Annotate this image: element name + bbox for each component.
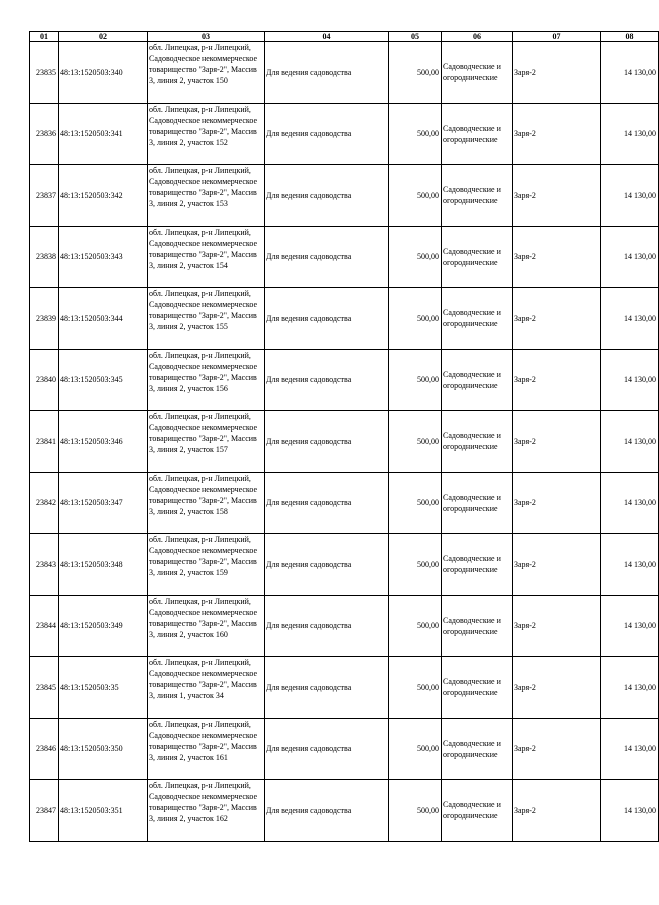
cadastral-value-cell: 14 130,00: [601, 288, 659, 350]
table-row: [30, 718, 659, 780]
table-row: [30, 411, 659, 473]
address-cell: обл. Липецкая, р-н Липецкий, Садоводческое некоммерческое товарищество "Заря-2", Массив 3, линия 2, участок 156: [148, 349, 265, 411]
cadastral-value-cell: 14 130,00: [601, 226, 659, 288]
row-number-cell: 23839: [30, 288, 59, 350]
document-page: [29, 31, 659, 842]
address-cell: обл. Липецкая, р-н Липецкий, Садоводческое некоммерческое товарищество "Заря-2", Массив 3, линия 2, участок 153: [148, 165, 265, 227]
row-number-cell: 23837: [30, 165, 59, 227]
cadastral-number-cell: 48:13:1520503:350: [59, 718, 148, 780]
row-number-cell: 23844: [30, 595, 59, 657]
row-number-cell: 23841: [30, 411, 59, 473]
table-row: [30, 349, 659, 411]
valuation-zone-cell: Заря-2: [513, 472, 601, 534]
cadastral-number-cell: 48:13:1520503:345: [59, 349, 148, 411]
column-header-05: 05: [389, 32, 442, 42]
land-use-cell: Для ведения садоводства: [265, 411, 389, 473]
cadastral-value-table: [29, 31, 659, 842]
column-header-08: 08: [601, 32, 659, 42]
address-cell: обл. Липецкая, р-н Липецкий, Садоводческое некоммерческое товарищество "Заря-2", Массив 3, линия 2, участок 159: [148, 534, 265, 596]
land-use-cell: Для ведения садоводства: [265, 657, 389, 719]
valuation-zone-cell: Заря-2: [513, 780, 601, 842]
cadastral-value-cell: 14 130,00: [601, 718, 659, 780]
area-cell: 500,00: [389, 718, 442, 780]
cadastral-number-cell: 48:13:1520503:346: [59, 411, 148, 473]
area-cell: 500,00: [389, 165, 442, 227]
land-use-cell: Для ведения садоводства: [265, 472, 389, 534]
table-row: [30, 42, 659, 104]
cadastral-number-cell: 48:13:1520503:351: [59, 780, 148, 842]
row-number-cell: 23843: [30, 534, 59, 596]
cadastral-value-cell: 14 130,00: [601, 472, 659, 534]
area-cell: 500,00: [389, 595, 442, 657]
cadastral-value-cell: 14 130,00: [601, 42, 659, 104]
cadastral-value-cell: 14 130,00: [601, 657, 659, 719]
table-row: [30, 165, 659, 227]
land-use-cell: Для ведения садоводства: [265, 42, 389, 104]
row-number-cell: 23836: [30, 103, 59, 165]
address-cell: обл. Липецкая, р-н Липецкий, Садоводческое некоммерческое товарищество "Заря-2", Массив 3, линия 2, участок 150: [148, 42, 265, 104]
cadastral-number-cell: 48:13:1520503:35: [59, 657, 148, 719]
valuation-zone-cell: Заря-2: [513, 595, 601, 657]
land-category-cell: Садоводческие и огороднические: [442, 103, 513, 165]
row-number-cell: 23846: [30, 718, 59, 780]
valuation-zone-cell: Заря-2: [513, 165, 601, 227]
cadastral-number-cell: 48:13:1520503:342: [59, 165, 148, 227]
cadastral-number-cell: 48:13:1520503:341: [59, 103, 148, 165]
area-cell: 500,00: [389, 42, 442, 104]
land-category-cell: Садоводческие и огороднические: [442, 226, 513, 288]
address-cell: обл. Липецкая, р-н Липецкий, Садоводческое некоммерческое товарищество "Заря-2", Массив 3, линия 2, участок 160: [148, 595, 265, 657]
area-cell: 500,00: [389, 288, 442, 350]
address-cell: обл. Липецкая, р-н Липецкий, Садоводческое некоммерческое товарищество "Заря-2", Массив 3, линия 2, участок 154: [148, 226, 265, 288]
land-use-cell: Для ведения садоводства: [265, 595, 389, 657]
table-row: [30, 288, 659, 350]
row-number-cell: 23835: [30, 42, 59, 104]
area-cell: 500,00: [389, 349, 442, 411]
table-row: [30, 780, 659, 842]
land-use-cell: Для ведения садоводства: [265, 534, 389, 596]
area-cell: 500,00: [389, 103, 442, 165]
cadastral-number-cell: 48:13:1520503:348: [59, 534, 148, 596]
address-cell: обл. Липецкая, р-н Липецкий, Садоводческое некоммерческое товарищество "Заря-2", Массив 3, линия 2, участок 152: [148, 103, 265, 165]
row-number-cell: 23840: [30, 349, 59, 411]
address-cell: обл. Липецкая, р-н Липецкий, Садоводческое некоммерческое товарищество "Заря-2", Массив 3, линия 2, участок 157: [148, 411, 265, 473]
land-use-cell: Для ведения садоводства: [265, 165, 389, 227]
land-category-cell: Садоводческие и огороднические: [442, 780, 513, 842]
table-row: [30, 595, 659, 657]
land-category-cell: Садоводческие и огороднические: [442, 288, 513, 350]
valuation-zone-cell: Заря-2: [513, 226, 601, 288]
cadastral-value-cell: 14 130,00: [601, 780, 659, 842]
column-header-04: 04: [265, 32, 389, 42]
cadastral-value-cell: 14 130,00: [601, 411, 659, 473]
land-category-cell: Садоводческие и огороднические: [442, 411, 513, 473]
table-row: [30, 472, 659, 534]
land-use-cell: Для ведения садоводства: [265, 103, 389, 165]
valuation-zone-cell: Заря-2: [513, 411, 601, 473]
area-cell: 500,00: [389, 472, 442, 534]
column-header-06: 06: [442, 32, 513, 42]
address-cell: обл. Липецкая, р-н Липецкий, Садоводческое некоммерческое товарищество "Заря-2", Массив 3, линия 2, участок 162: [148, 780, 265, 842]
column-header-01: 01: [30, 32, 59, 42]
table-header-row: [30, 32, 659, 42]
valuation-zone-cell: Заря-2: [513, 534, 601, 596]
cadastral-number-cell: 48:13:1520503:349: [59, 595, 148, 657]
valuation-zone-cell: Заря-2: [513, 42, 601, 104]
land-category-cell: Садоводческие и огороднические: [442, 718, 513, 780]
cadastral-value-cell: 14 130,00: [601, 534, 659, 596]
land-category-cell: Садоводческие и огороднические: [442, 349, 513, 411]
valuation-zone-cell: Заря-2: [513, 718, 601, 780]
area-cell: 500,00: [389, 226, 442, 288]
land-use-cell: Для ведения садоводства: [265, 288, 389, 350]
land-use-cell: Для ведения садоводства: [265, 780, 389, 842]
cadastral-number-cell: 48:13:1520503:347: [59, 472, 148, 534]
land-category-cell: Садоводческие и огороднические: [442, 42, 513, 104]
table-row: [30, 103, 659, 165]
area-cell: 500,00: [389, 657, 442, 719]
table-row: [30, 534, 659, 596]
column-header-03: 03: [148, 32, 265, 42]
cadastral-number-cell: 48:13:1520503:343: [59, 226, 148, 288]
land-category-cell: Садоводческие и огороднические: [442, 534, 513, 596]
area-cell: 500,00: [389, 534, 442, 596]
cadastral-number-cell: 48:13:1520503:344: [59, 288, 148, 350]
row-number-cell: 23838: [30, 226, 59, 288]
address-cell: обл. Липецкая, р-н Липецкий, Садоводческое некоммерческое товарищество "Заря-2", Массив 3, линия 2, участок 155: [148, 288, 265, 350]
row-number-cell: 23845: [30, 657, 59, 719]
cadastral-value-cell: 14 130,00: [601, 595, 659, 657]
land-category-cell: Садоводческие и огороднические: [442, 595, 513, 657]
valuation-zone-cell: Заря-2: [513, 657, 601, 719]
area-cell: 500,00: [389, 411, 442, 473]
table-row: [30, 226, 659, 288]
row-number-cell: 23842: [30, 472, 59, 534]
column-header-07: 07: [513, 32, 601, 42]
column-header-02: 02: [59, 32, 148, 42]
valuation-zone-cell: Заря-2: [513, 103, 601, 165]
land-use-cell: Для ведения садоводства: [265, 718, 389, 780]
area-cell: 500,00: [389, 780, 442, 842]
address-cell: обл. Липецкая, р-н Липецкий, Садоводческое некоммерческое товарищество "Заря-2", Массив 3, линия 2, участок 161: [148, 718, 265, 780]
land-category-cell: Садоводческие и огороднические: [442, 472, 513, 534]
land-use-cell: Для ведения садоводства: [265, 349, 389, 411]
cadastral-value-cell: 14 130,00: [601, 103, 659, 165]
cadastral-value-cell: 14 130,00: [601, 165, 659, 227]
cadastral-value-cell: 14 130,00: [601, 349, 659, 411]
address-cell: обл. Липецкая, р-н Липецкий, Садоводческое некоммерческое товарищество "Заря-2", Массив 3, линия 2, участок 158: [148, 472, 265, 534]
land-category-cell: Садоводческие и огороднические: [442, 657, 513, 719]
land-category-cell: Садоводческие и огороднические: [442, 165, 513, 227]
land-use-cell: Для ведения садоводства: [265, 226, 389, 288]
valuation-zone-cell: Заря-2: [513, 288, 601, 350]
cadastral-number-cell: 48:13:1520503:340: [59, 42, 148, 104]
row-number-cell: 23847: [30, 780, 59, 842]
table-row: [30, 657, 659, 719]
valuation-zone-cell: Заря-2: [513, 349, 601, 411]
address-cell: обл. Липецкая, р-н Липецкий, Садоводческое некоммерческое товарищество "Заря-2", Массив 3, линия 1, участок 34: [148, 657, 265, 719]
